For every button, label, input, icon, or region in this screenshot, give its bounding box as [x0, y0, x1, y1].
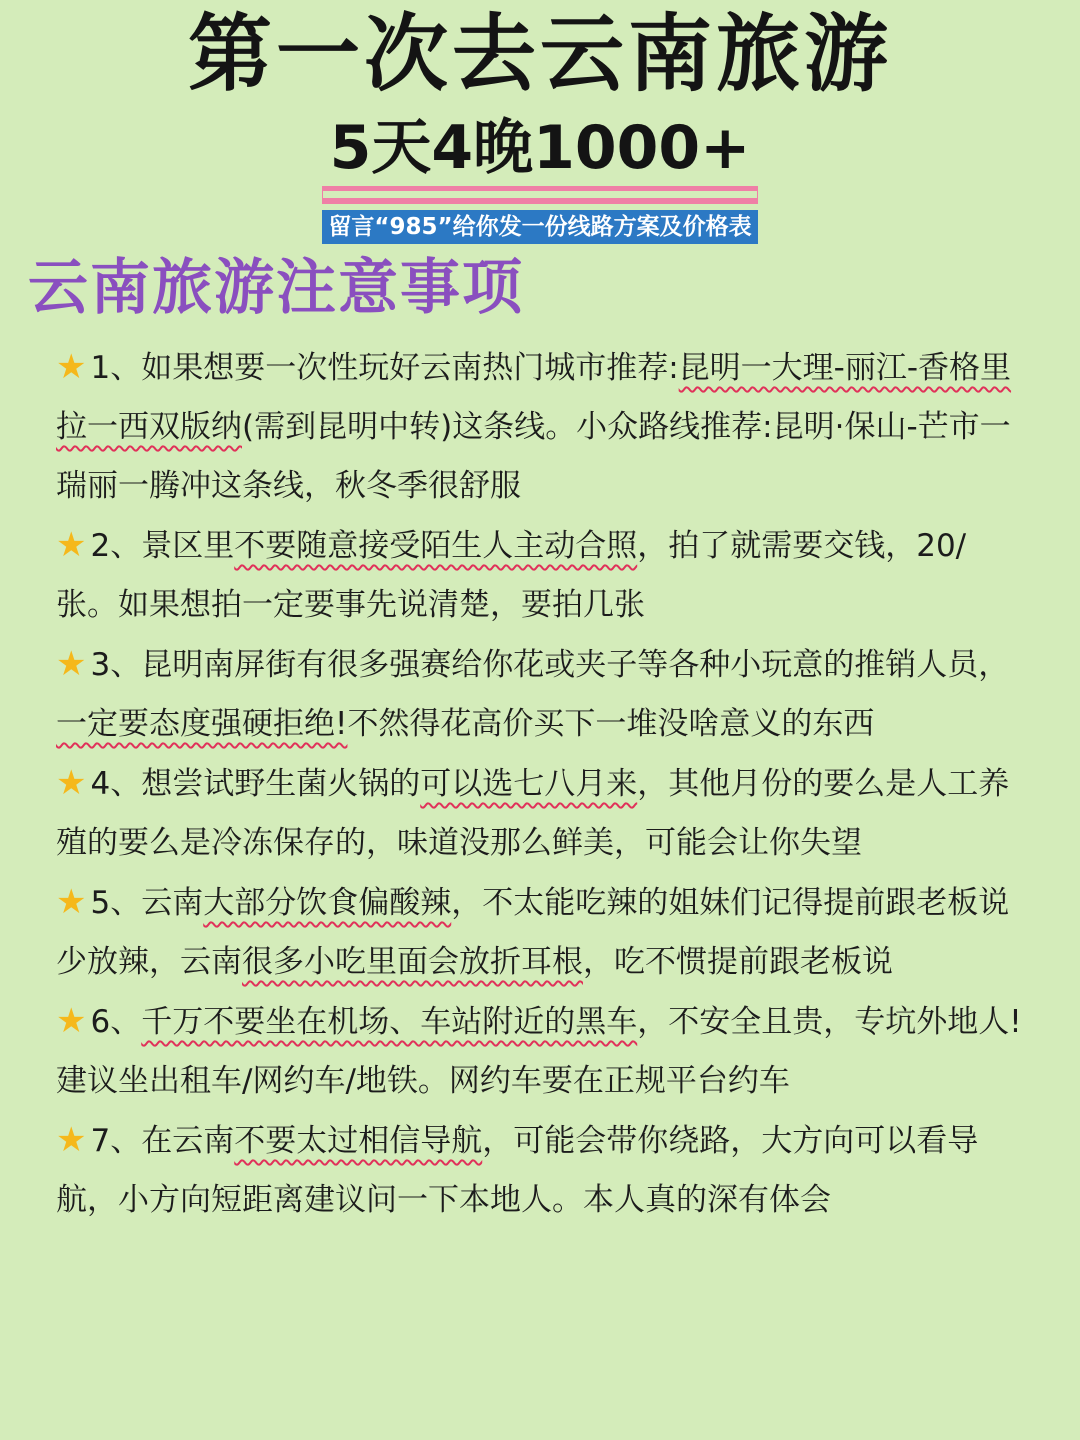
highlight-text: 可以选七八月来	[420, 766, 638, 802]
highlight-text: 很多小吃里面会放折耳根	[242, 944, 583, 980]
star-icon: ★	[56, 644, 87, 684]
list-item: ★ 6、千万不要坐在机场、车站附近的黑车，不安全且贵，专坑外地人!建议坐出租车/网约车/地铁。网约车要在正规平台约车	[56, 1001, 1022, 1099]
notice-container	[0, 210, 1080, 244]
star-icon: ★	[56, 1001, 87, 1041]
list-item: ★ 7、在云南不要太过相信导航，可能会带你绕路，大方向可以看导航，小方向短距离建议问一下本地人。本人真的深有体会	[56, 1120, 979, 1218]
highlight-text: 一定要态度强硬拒绝!	[56, 706, 348, 742]
highlight-text: 大部分饮食偏酸辣	[203, 885, 452, 921]
page-title: 第一次去云南旅游	[187, 5, 892, 103]
star-icon: ★	[56, 882, 87, 922]
list-item: ★ 3、昆明南屏街有很多强赛给你花或夹子等各种小玩意的推销人员，一定要态度强硬拒绝!不然得花高价买下一堆没啥意义的东西	[56, 644, 1010, 742]
star-icon: ★	[56, 347, 87, 387]
star-icon: ★	[56, 763, 87, 803]
star-icon: ★	[56, 1120, 87, 1160]
subtitle-container	[0, 110, 1080, 191]
list-item: ★ 2、景区里不要随意接受陌生人主动合照，拍了就需要交钱，20/张。如果想拍一定要事先说清楚，要拍几张	[56, 525, 967, 623]
highlight-text: 不要随意接受陌生人主动合照	[234, 528, 638, 564]
highlight-text: 昆明一大理-丽江-香格里拉一西双版纳	[56, 350, 1012, 445]
section-title: 云南旅游注意事项	[28, 253, 524, 323]
notice-banner: 留言“985”给你发一份线路方案及价格表	[322, 210, 757, 244]
list-item: ★ 5、云南大部分饮食偏酸辣，不太能吃辣的姐妹们记得提前跟老板说少放辣，云南很多小吃里面会放折耳根，吃不惯提前跟老板说	[56, 882, 1010, 980]
highlight-text: 千万不要坐在机场、车站附近的黑车	[141, 1004, 638, 1040]
highlight-text: 不要太过相信导航	[234, 1123, 483, 1159]
tips-list	[56, 338, 1024, 1230]
list-item: ★ 4、想尝试野生菌火锅的可以选七八月来，其他月份的要么是人工养殖的要么是冷冻保存的，味道没那么鲜美，可能会让你失望	[56, 763, 1010, 861]
star-icon: ★	[56, 525, 87, 565]
page-subtitle: 5天4晚1000+	[322, 110, 759, 191]
list-item: ★ 1、如果想要一次性玩好云南热门城市推荐:昆明一大理-丽江-香格里拉一西双版纳(需到昆明中转)这条线。小众路线推荐:昆明·保山-芒市一瑞丽一腾冲这条线，秋冬季很舒服	[56, 347, 1012, 504]
